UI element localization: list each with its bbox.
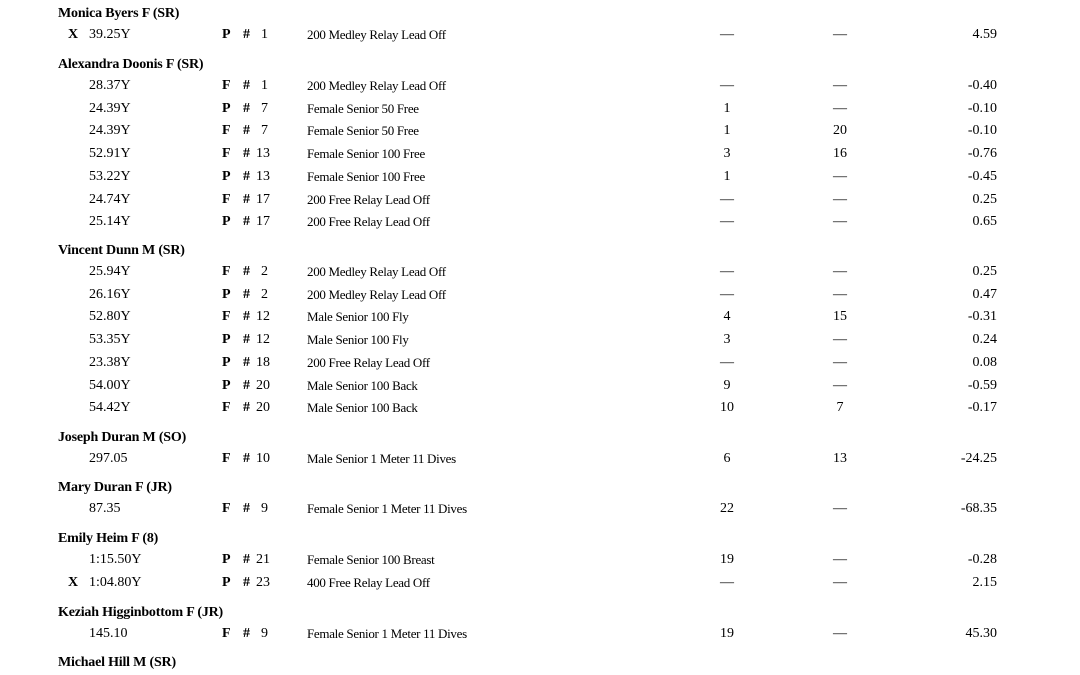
place-cell: — <box>720 286 734 302</box>
swim-time: 25.94Y <box>89 264 131 279</box>
final-prelim-indicator: P <box>222 332 231 348</box>
result-row <box>0 264 1080 282</box>
result-row <box>0 78 1080 96</box>
event-number: 20 <box>256 400 270 416</box>
event-name: Male Senior 100 Fly <box>307 309 409 325</box>
swimmer-name: Mary Duran F (JR) <box>58 480 172 495</box>
final-prelim-indicator: P <box>222 27 231 42</box>
points-cell: 16 <box>833 146 847 162</box>
swim-time: 53.35Y <box>89 332 131 348</box>
final-prelim-indicator: F <box>222 400 231 416</box>
swim-time: 23.38Y <box>89 354 131 370</box>
event-hash: # <box>243 168 250 184</box>
place-cell: — <box>720 574 734 590</box>
swimmer-name: Alexandra Doonis F (SR) <box>58 57 204 72</box>
time-difference: 4.59 <box>972 27 997 42</box>
event-number: 9 <box>261 626 268 641</box>
event-hash: # <box>243 191 250 207</box>
swimmer-name: Keziah Higginbottom F (JR) <box>58 605 223 620</box>
result-row <box>0 552 1080 570</box>
result-row <box>0 123 1080 141</box>
event-hash: # <box>243 78 250 93</box>
event-number: 1 <box>261 78 268 93</box>
result-row <box>0 626 1080 644</box>
result-row <box>0 169 1080 187</box>
place-cell: — <box>720 191 734 207</box>
place-cell: 1 <box>723 123 731 139</box>
time-difference: -68.35 <box>960 501 997 516</box>
event-number: 7 <box>261 123 268 139</box>
swim-time: 1:15.50Y <box>89 552 142 567</box>
swim-time: 52.91Y <box>89 146 131 162</box>
result-row <box>0 575 1080 593</box>
event-number: 1 <box>261 27 268 42</box>
swim-time: 87.35 <box>89 501 121 516</box>
points-cell: — <box>833 354 847 370</box>
event-name: 200 Free Relay Lead Off <box>307 191 430 207</box>
time-difference: 2.15 <box>972 574 997 590</box>
event-hash: # <box>243 574 250 590</box>
points-cell: — <box>833 27 847 42</box>
event-hash: # <box>243 400 250 416</box>
place-cell: — <box>720 27 734 42</box>
final-prelim-indicator: F <box>222 123 231 139</box>
event-name: Female Senior 100 Breast <box>307 552 435 567</box>
event-number: 9 <box>261 501 268 516</box>
final-prelim-indicator: F <box>222 626 231 641</box>
swim-time: 24.39Y <box>89 123 131 139</box>
event-name: 200 Medley Relay Lead Off <box>307 78 446 93</box>
place-cell: — <box>720 264 734 279</box>
points-cell: 20 <box>833 123 847 139</box>
points-cell: 13 <box>833 451 847 466</box>
final-prelim-indicator: F <box>222 501 231 516</box>
time-difference: 0.25 <box>972 264 997 279</box>
event-name: Male Senior 1 Meter 11 Dives <box>307 451 456 466</box>
event-hash: # <box>243 100 250 116</box>
points-cell: — <box>833 214 847 230</box>
event-hash: # <box>243 451 250 466</box>
final-prelim-indicator: F <box>222 78 231 93</box>
event-hash: # <box>243 377 250 393</box>
event-number: 2 <box>261 264 268 279</box>
points-cell: 7 <box>836 400 844 416</box>
event-number: 2 <box>261 286 268 302</box>
event-number: 12 <box>256 309 270 325</box>
time-difference: 0.08 <box>972 354 997 370</box>
swimmer-name: Emily Heim F (8) <box>58 531 159 546</box>
points-cell: — <box>833 286 847 302</box>
points-cell: — <box>833 501 847 516</box>
event-hash: # <box>243 309 250 325</box>
result-row <box>0 146 1080 164</box>
time-difference: -0.40 <box>967 78 997 93</box>
event-name: 200 Medley Relay Lead Off <box>307 27 446 42</box>
place-cell: — <box>720 78 734 93</box>
swim-time: 25.14Y <box>89 214 131 230</box>
final-prelim-indicator: F <box>222 309 231 325</box>
result-row <box>0 27 1080 45</box>
place-cell: 10 <box>720 400 734 416</box>
event-number: 21 <box>256 552 270 567</box>
result-row <box>0 355 1080 373</box>
points-cell: — <box>833 100 847 116</box>
event-hash: # <box>243 332 250 348</box>
points-cell: — <box>833 377 847 393</box>
swim-time: 28.37Y <box>89 78 131 93</box>
final-prelim-indicator: F <box>222 191 231 207</box>
swimmer-name: Vincent Dunn M (SR) <box>58 243 185 258</box>
points-cell: — <box>833 78 847 93</box>
event-hash: # <box>243 27 250 42</box>
time-difference: -0.10 <box>967 100 997 116</box>
exhibition-flag: X <box>68 574 79 590</box>
event-name: 200 Medley Relay Lead Off <box>307 286 446 302</box>
event-number: 18 <box>256 354 270 370</box>
event-name: 200 Free Relay Lead Off <box>307 354 430 370</box>
event-name: Male Senior 100 Fly <box>307 332 409 348</box>
event-number: 13 <box>256 168 270 184</box>
event-number: 10 <box>256 451 270 466</box>
time-difference: -0.10 <box>967 123 997 139</box>
time-difference: 0.47 <box>972 286 997 302</box>
final-prelim-indicator: F <box>222 264 231 279</box>
event-name: Male Senior 100 Back <box>307 400 418 416</box>
swim-time: 39.25Y <box>89 27 131 42</box>
points-cell: — <box>833 574 847 590</box>
result-row <box>0 378 1080 396</box>
event-number: 13 <box>256 146 270 162</box>
event-number: 12 <box>256 332 270 348</box>
swim-time: 297.05 <box>89 451 128 466</box>
place-cell: 3 <box>723 332 731 348</box>
place-cell: 4 <box>723 309 731 325</box>
event-hash: # <box>243 123 250 139</box>
swimmer-name: Michael Hill M (SR) <box>58 655 176 670</box>
event-hash: # <box>243 552 250 567</box>
event-hash: # <box>243 501 250 516</box>
event-number: 23 <box>256 574 270 590</box>
place-cell: 1 <box>723 100 731 116</box>
event-name: Male Senior 100 Back <box>307 377 418 393</box>
result-row <box>0 451 1080 469</box>
final-prelim-indicator: F <box>222 146 231 162</box>
time-difference: -0.76 <box>967 146 997 162</box>
event-number: 17 <box>256 191 270 207</box>
time-difference: -0.59 <box>967 377 997 393</box>
final-prelim-indicator: P <box>222 574 231 590</box>
final-prelim-indicator: P <box>222 286 231 302</box>
event-name: 400 Free Relay Lead Off <box>307 574 430 590</box>
place-cell: — <box>720 354 734 370</box>
event-name: Female Senior 50 Free <box>307 123 419 139</box>
event-name: Female Senior 100 Free <box>307 146 425 162</box>
result-row <box>0 309 1080 327</box>
result-row <box>0 400 1080 418</box>
event-number: 17 <box>256 214 270 230</box>
result-row <box>0 192 1080 210</box>
points-cell: — <box>833 332 847 348</box>
time-difference: 0.65 <box>972 214 997 230</box>
final-prelim-indicator: P <box>222 354 231 370</box>
event-number: 20 <box>256 377 270 393</box>
time-difference: -24.25 <box>960 451 997 466</box>
swim-time: 145.10 <box>89 626 128 641</box>
swimmer-name: Joseph Duran M (SO) <box>58 430 187 445</box>
swim-time: 24.74Y <box>89 191 131 207</box>
event-hash: # <box>243 286 250 302</box>
swim-time: 54.42Y <box>89 400 131 416</box>
event-hash: # <box>243 264 250 279</box>
final-prelim-indicator: P <box>222 214 231 230</box>
event-name: Female Senior 1 Meter 11 Dives <box>307 501 467 516</box>
points-cell: — <box>833 168 847 184</box>
event-name: 200 Free Relay Lead Off <box>307 214 430 230</box>
final-prelim-indicator: P <box>222 552 231 567</box>
points-cell: — <box>833 264 847 279</box>
event-hash: # <box>243 626 250 641</box>
points-cell: — <box>833 552 847 567</box>
place-cell: 19 <box>720 552 734 567</box>
event-name: 200 Medley Relay Lead Off <box>307 264 446 279</box>
exhibition-flag: X <box>68 27 79 42</box>
time-difference: -0.17 <box>967 400 997 416</box>
final-prelim-indicator: P <box>222 377 231 393</box>
event-hash: # <box>243 354 250 370</box>
place-cell: 6 <box>723 451 731 466</box>
time-difference: -0.31 <box>967 309 997 325</box>
time-difference: -0.28 <box>967 552 997 567</box>
place-cell: — <box>720 214 734 230</box>
place-cell: 19 <box>720 626 734 641</box>
result-row <box>0 214 1080 232</box>
event-name: Female Senior 100 Free <box>307 168 425 184</box>
swim-time: 53.22Y <box>89 168 131 184</box>
points-cell: — <box>833 191 847 207</box>
swim-time: 52.80Y <box>89 309 131 325</box>
points-cell: 15 <box>833 309 847 325</box>
event-number: 7 <box>261 100 268 116</box>
swim-time: 1:04.80Y <box>89 574 142 590</box>
final-prelim-indicator: F <box>222 451 231 466</box>
event-hash: # <box>243 214 250 230</box>
event-name: Female Senior 1 Meter 11 Dives <box>307 626 467 641</box>
time-difference: 0.25 <box>972 191 997 207</box>
time-difference: 45.30 <box>965 626 997 641</box>
points-cell: — <box>833 626 847 641</box>
place-cell: 9 <box>723 377 731 393</box>
place-cell: 22 <box>720 501 734 516</box>
result-row <box>0 101 1080 119</box>
result-row <box>0 501 1080 519</box>
final-prelim-indicator: P <box>222 168 231 184</box>
swimmer-name: Monica Byers F (SR) <box>58 6 180 21</box>
final-prelim-indicator: P <box>222 100 231 116</box>
result-row <box>0 287 1080 305</box>
time-difference: -0.45 <box>967 168 997 184</box>
result-row <box>0 332 1080 350</box>
swim-time: 26.16Y <box>89 286 131 302</box>
swim-time: 54.00Y <box>89 377 131 393</box>
event-name: Female Senior 50 Free <box>307 100 419 116</box>
place-cell: 3 <box>723 146 731 162</box>
event-hash: # <box>243 146 250 162</box>
time-difference: 0.24 <box>972 332 997 348</box>
place-cell: 1 <box>723 168 731 184</box>
swim-time: 24.39Y <box>89 100 131 116</box>
